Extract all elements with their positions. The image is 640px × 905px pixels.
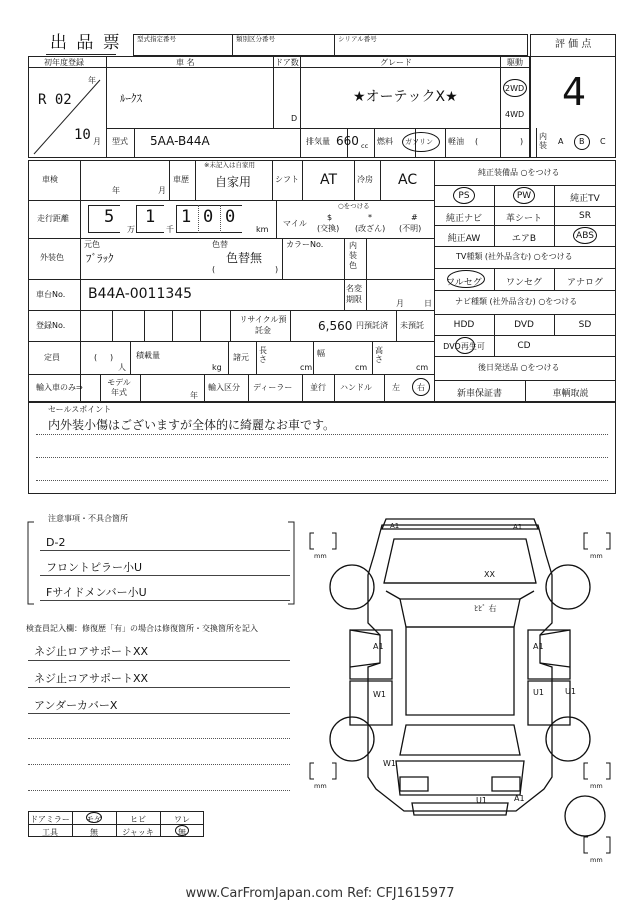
model-year-unit: 年 [190, 391, 198, 400]
drive-label: 駆動 [507, 58, 523, 67]
model-label: 型式 [112, 137, 128, 146]
note-line-2: フロントピラー小U [46, 561, 143, 574]
history-value: 自家用 [215, 175, 252, 189]
sheet-title: 出 品 票 [50, 33, 122, 53]
interior-b: B [579, 137, 585, 146]
capacity-paren-open: ( [94, 353, 98, 362]
mm-rear-left: mm [314, 782, 327, 790]
interior-color-label: 内装色 [349, 241, 357, 270]
capacity-paren-close: ) [110, 353, 114, 362]
mark-w1-rear: W1 [383, 759, 396, 768]
sales-point-label: セールスポイント [48, 405, 112, 414]
import-label: 輸入車のみ⇒ [36, 383, 83, 392]
note-line-3: Fサイドメンバー小U [46, 586, 147, 599]
tools-label: 工具 [42, 828, 58, 837]
equip-abs: ABS [576, 231, 594, 241]
chassis-value: B44A-0011345 [88, 286, 193, 302]
grade-label: グレード [380, 58, 412, 67]
equip-navi: 純正ナビ [445, 214, 482, 224]
fuel-diesel: 軽油 [448, 137, 464, 146]
shift-label: シフト [275, 175, 299, 184]
chassis-label: 車台No. [36, 290, 66, 299]
recycle-unpaid: 未預託 [400, 321, 424, 330]
later-warranty: 新車保証書 [456, 389, 502, 399]
grade-value: ★オーテックX★ [353, 89, 458, 105]
footer-reference: www.CarFromJapan.com Ref: CFJ1615977 [185, 886, 455, 901]
mileage-digit-3: 1 [181, 207, 192, 227]
mark-u1-right-edge: U1 [565, 687, 576, 696]
doors-label: ドア数 [275, 58, 299, 67]
mark-xx: XX [484, 570, 495, 579]
mirror-ware: ワレ [174, 815, 190, 824]
mirror-hibi: ヒビ [130, 815, 146, 824]
unknown-label: (不明) [399, 224, 422, 233]
equip-aw: 純正AW [447, 234, 481, 244]
tampered-symbol: * [368, 213, 372, 222]
width-cm-unit: cm [355, 363, 368, 372]
height-label: 高さ [375, 346, 383, 364]
notes-label: 注意事項・不具合箇所 [48, 514, 128, 523]
import-parallel: 並行 [310, 383, 326, 392]
jack-label: ジャッキ [122, 828, 154, 837]
color-number-label: カラーNo. [286, 240, 324, 249]
tv-oneseg: ワンセグ [505, 278, 542, 288]
inspection-month-unit: 月 [158, 186, 166, 195]
interior-c: C [600, 137, 606, 146]
mileage-km-unit: km [256, 225, 269, 234]
height-cm-unit: cm [416, 363, 429, 372]
handle-label: ハンドル [340, 383, 372, 392]
ac-value: AC [398, 172, 418, 188]
note-line-1: D-2 [46, 536, 66, 549]
repaint-value: 色替無 [226, 251, 263, 265]
inspector-line-2: ネジ止コアサポートXX [34, 672, 149, 685]
mark-a1-bottom: A1 [514, 794, 525, 803]
shift-value: AT [320, 172, 338, 188]
tv-analog: アナログ [566, 278, 603, 288]
length-label: 長さ [259, 346, 267, 364]
inspection-label: 車検 [42, 175, 58, 184]
mile-label: マイル [283, 219, 307, 228]
load-kg-unit: kg [212, 363, 222, 372]
import-dealer: ディーラー [253, 383, 293, 392]
mark-hibi-right: ﾋﾋﾞ 右 [474, 604, 497, 613]
equip-tv: 純正TV [570, 194, 600, 204]
inspector-label: 検査員記入欄：修復歴「有」の場合は修復箇所・交換箇所を記入 [26, 624, 258, 633]
recycle-value: 6,560 [318, 319, 353, 333]
sales-point-text: 内外装小傷はございますが全体的に綺麗なお車です。 [48, 418, 336, 432]
navi-sd: SD [578, 320, 592, 330]
displacement-value: 660 [336, 134, 359, 148]
mm-spare: mm [590, 856, 603, 864]
mileage-circle-note: ○をつける [338, 202, 370, 210]
equip-airbag: エアB [511, 234, 537, 244]
unknown-symbol: # [411, 213, 418, 222]
repaint-label: 色替 [212, 240, 228, 249]
navi-cd: CD [517, 341, 531, 351]
jack-value: 無 [178, 828, 186, 837]
equip-ps: PS [458, 191, 470, 201]
history-note: ※未記入は自家用 [204, 161, 255, 169]
mm-front-right: mm [590, 552, 603, 560]
registration-no-label: 登録No. [36, 321, 66, 330]
registration-era: R 02 [38, 92, 72, 108]
capacity-label: 定員 [44, 353, 60, 362]
mileage-man-unit: 万 [127, 225, 135, 234]
mileage-digit-4: 0 [203, 207, 214, 227]
mark-a1-top-right: A1 [513, 523, 523, 531]
equip-pw: PW [516, 191, 532, 201]
repaint-paren-open: ( [212, 265, 216, 274]
exchange-symbol: $ [327, 213, 333, 222]
mark-u1-bottom: U1 [476, 796, 487, 805]
later-manual: 車輌取説 [552, 389, 589, 399]
category-number-label: 類別区分番号 [236, 35, 275, 43]
tools-value: 無 [90, 828, 98, 837]
rating-value: 4 [562, 70, 587, 114]
drive-2wd: 2WD [505, 84, 525, 93]
mileage-digit-1: 5 [104, 207, 115, 227]
mileage-sen-unit: 千 [166, 225, 174, 234]
tampered-label: (改ざん) [355, 224, 386, 233]
inspection-year-unit: 年 [112, 186, 120, 195]
inspector-line-3: アンダーカバーX [34, 699, 118, 712]
exterior-color-label: 外装色 [40, 253, 64, 262]
cc-unit: cc [361, 142, 369, 150]
ac-label: 冷房 [357, 175, 373, 184]
dims-label: 諸元 [233, 353, 249, 362]
mileage-label: 走行距離 [37, 214, 69, 223]
mileage-digit-2: 1 [145, 207, 156, 227]
drive-4wd: 4WD [505, 110, 525, 119]
car-name-value: ﾙｰｸｽ [120, 92, 142, 105]
tv-fullseg: フルセグ [446, 278, 482, 288]
handle-right: 右 [417, 383, 425, 392]
recycle-label: リサイクル預託金 [239, 315, 287, 335]
mirror-moge-circle [86, 812, 102, 823]
mark-a1-left-door: A1 [373, 642, 384, 651]
original-color-label: 元色 [84, 240, 100, 249]
car-name-label: 車 名 [176, 58, 195, 67]
interior-a: A [558, 137, 564, 146]
displacement-label: 排気量 [306, 137, 330, 146]
equip-sr: SR [579, 211, 591, 221]
registration-year-unit: 年 [88, 76, 96, 85]
repaint-paren-close: ) [275, 265, 279, 274]
exchange-label: (交換) [317, 224, 340, 233]
mm-rear-right: mm [590, 782, 603, 790]
mileage-digit-5: 0 [225, 207, 236, 227]
header-id-row [133, 34, 528, 56]
doors-value: D [291, 114, 298, 123]
mark-a1-right-door: A1 [533, 642, 544, 651]
navi-hdd: HDD [453, 320, 475, 330]
interior-label: 内装 [539, 132, 547, 150]
fuel-gasoline: ガソリン [405, 138, 433, 146]
mirror-moge: モゲ [86, 815, 102, 824]
mark-a1-top-left: A1 [390, 522, 400, 530]
width-label: 幅 [317, 349, 325, 358]
fuel-label: 燃料 [377, 137, 393, 146]
name-change-day-unit: 日 [424, 299, 432, 308]
import-category-label: 輸入区分 [208, 383, 240, 392]
registration-month-unit: 月 [93, 137, 101, 146]
model-designation-label: 型式指定番号 [137, 35, 176, 43]
mark-u1-right: U1 [533, 688, 544, 697]
name-change-month-unit: 月 [396, 299, 404, 308]
capacity-person-unit: 人 [118, 363, 126, 372]
rating-label: 評 価 点 [555, 39, 592, 50]
name-change-label: 名変期限 [346, 284, 362, 304]
navi-dvd-playback: DVD再生可 [443, 342, 485, 351]
mirror-label: ドアミラー [30, 815, 70, 824]
registration-month: 10 [74, 127, 91, 143]
load-label: 積載量 [136, 351, 160, 360]
mark-w1-left: W1 [373, 690, 386, 699]
tv-type-title: TV種類 (社外品含む) ○をつける [456, 252, 573, 261]
fuel-paren-close: ) [520, 137, 524, 146]
navi-type-title: ナビ種類 (社外品含む) ○をつける [455, 297, 578, 306]
mm-front-left: mm [314, 552, 327, 560]
standard-equipment-title: 純正装備品 ○をつける [478, 168, 560, 177]
handle-left: 左 [392, 383, 400, 392]
fuel-paren-open: ( [475, 137, 479, 146]
inspector-line-1: ネジ止ロアサポートXX [34, 645, 149, 658]
first-registration-label: 初年度登録 [44, 58, 84, 67]
serial-number-label: シリアル番号 [338, 35, 377, 43]
recycle-paid: 円預託済 [356, 321, 388, 330]
history-label: 車歴 [173, 175, 189, 184]
model-year-label: モデル年式 [107, 378, 131, 397]
model-value: 5AA-B44A [150, 134, 210, 148]
later-shipment-title: 後日発送品 ○をつける [478, 363, 560, 372]
original-color-value: ﾌﾞﾗｯｸ [86, 252, 114, 265]
equip-leather: 革シート [505, 214, 542, 224]
length-cm-unit: cm [300, 363, 313, 372]
navi-dvd: DVD [514, 320, 534, 330]
